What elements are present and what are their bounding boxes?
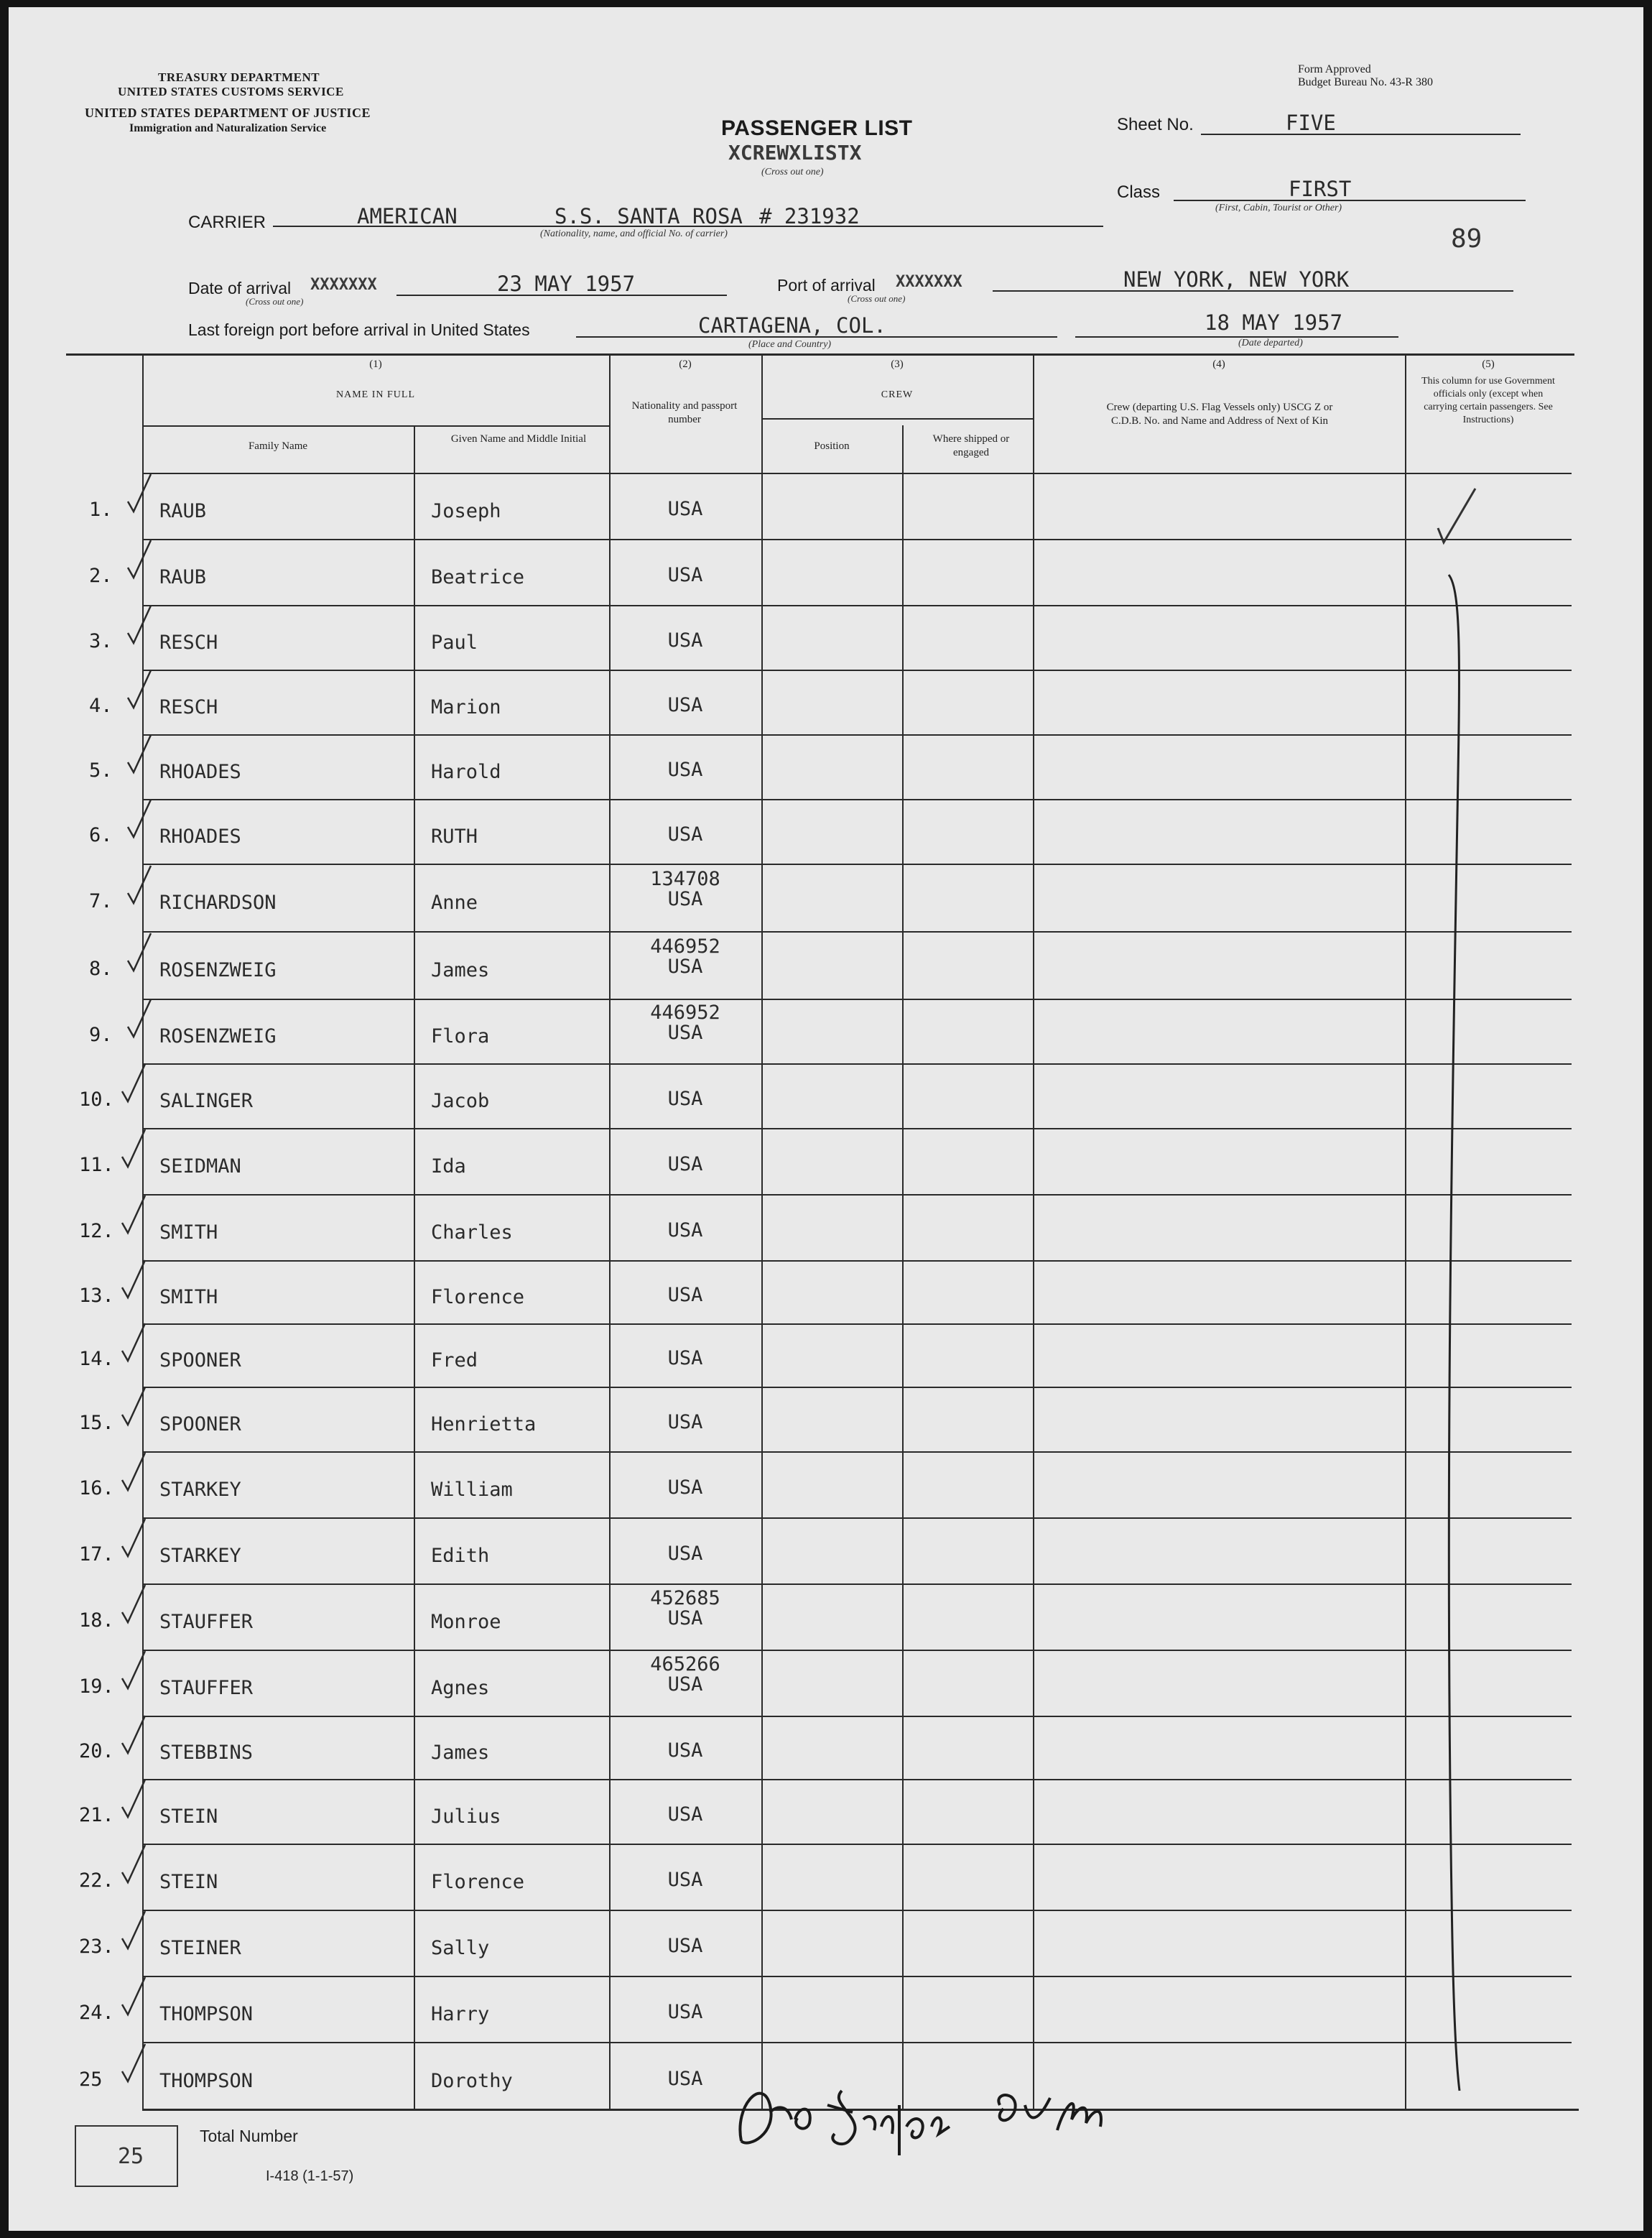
nationality: USA: [667, 1347, 703, 1369]
tally-check-icon: [122, 536, 165, 586]
tally-check-icon: [116, 2040, 159, 2090]
row-divider: [142, 1260, 1572, 1262]
budget-bureau-number: Budget Bureau No. 43-R 380: [1298, 76, 1433, 88]
family-name: STEIN: [159, 1805, 218, 1828]
given-name: Fred: [431, 1349, 478, 1372]
col-where-shipped: Where shipped or engaged: [932, 433, 1010, 458]
tally-check-icon: [116, 1581, 159, 1631]
row-number: 17.: [79, 1543, 114, 1566]
col2-number: (2): [679, 359, 692, 370]
given-name: Edith: [431, 1545, 490, 1567]
row-divider: [142, 1323, 1572, 1325]
row-divider: [142, 1716, 1572, 1717]
nationality: USA: [667, 694, 703, 716]
nationality: USA: [667, 1284, 703, 1306]
family-name: SMITH: [159, 1286, 218, 1308]
nationality: USA: [667, 1673, 703, 1696]
row-divider: [142, 1583, 1572, 1585]
nationality: USA: [667, 1022, 703, 1044]
date-crossed: XXXXXXX: [310, 276, 377, 294]
carrier-number: # 231932: [759, 204, 860, 228]
tally-check-icon: [122, 731, 165, 781]
nationality: USA: [667, 2001, 703, 2023]
nationality: USA: [667, 888, 703, 910]
row-number: 16.: [79, 1477, 114, 1499]
given-name: RUTH: [431, 826, 478, 848]
carrier-caption: (Nationality, name, and official No. of carrier): [540, 228, 728, 239]
given-name: Agnes: [431, 1677, 490, 1699]
form-number: I-418 (1-1-57): [266, 2168, 354, 2184]
row-number: 9.: [89, 1024, 113, 1046]
row-divider: [142, 864, 1572, 865]
cross-out-note: (Cross out one): [761, 167, 824, 177]
given-name: Flora: [431, 1025, 490, 1048]
row-divider: [142, 1910, 1572, 1911]
nationality: USA: [667, 1869, 703, 1891]
given-name: Florence: [431, 1871, 525, 1893]
tally-check-icon: [116, 1319, 159, 1369]
nationality: USA: [667, 1153, 703, 1175]
date-of-arrival-label: Date of arrival: [188, 279, 292, 297]
given-name: Dorothy: [431, 2069, 513, 2092]
col5-number: (5): [1482, 359, 1495, 370]
row-divider: [142, 1976, 1572, 1977]
column5-bracket-mark: [1409, 467, 1517, 2119]
row-number: 21.: [79, 1804, 114, 1826]
col4-title: Crew (departing U.S. Flag Vessels only) USCG Z or C.D.B. No. and Name and Address of Next of Kin: [1106, 402, 1333, 427]
date-departed: 18 MAY 1957: [1205, 310, 1343, 335]
tally-check-icon: [122, 861, 165, 912]
nationality: USA: [667, 1088, 703, 1110]
given-name: Beatrice: [431, 566, 525, 588]
passport-number: 452685: [650, 1587, 720, 1609]
row-number: 6.: [89, 824, 113, 846]
tally-check-icon: [116, 1907, 159, 1957]
total-number-label: Total Number: [200, 2127, 298, 2145]
tally-check-icon: [116, 1191, 159, 1241]
family-name: RAUB: [159, 566, 207, 588]
row-number: 2.: [89, 565, 113, 587]
date-departed-caption: (Date departed): [1238, 338, 1303, 348]
row-number: 7.: [89, 890, 113, 912]
total-value: 25: [118, 2144, 144, 2169]
department-of-justice: UNITED STATES DEPARTMENT OF JUSTICE: [85, 106, 371, 120]
family-name: RESCH: [159, 632, 218, 654]
row-number: 20.: [79, 1740, 114, 1762]
ins-service: Immigration and Naturalization Service: [129, 122, 327, 134]
given-name: Anne: [431, 892, 478, 914]
tally-check-icon: [116, 1383, 159, 1433]
sheet-label: Sheet No.: [1117, 115, 1194, 134]
given-name: Monroe: [431, 1611, 501, 1633]
tally-check-icon: [116, 1125, 159, 1175]
family-name: STEIN: [159, 1871, 218, 1893]
nationality: USA: [667, 1411, 703, 1433]
page-number: 89: [1451, 224, 1482, 254]
family-name: STEBBINS: [159, 1742, 254, 1764]
col-position: Position: [814, 440, 850, 452]
row-divider: [142, 2042, 1572, 2043]
family-name: RAUB: [159, 500, 207, 522]
family-name: RHOADES: [159, 761, 241, 783]
row-divider: [142, 1128, 1572, 1129]
family-name: STARKEY: [159, 1545, 241, 1567]
port-of-arrival: NEW YORK, NEW YORK: [1123, 267, 1350, 292]
row-number: 22.: [79, 1869, 114, 1892]
row-divider: [142, 539, 1572, 540]
port-of-arrival-label: Port of arrival: [777, 276, 876, 295]
family-name: STAUFFER: [159, 1677, 254, 1699]
passport-number: 134708: [650, 868, 720, 890]
col3-title: CREW: [881, 389, 914, 400]
class-value: FIRST: [1289, 177, 1352, 201]
given-name: Paul: [431, 632, 478, 654]
family-name: THOMPSON: [159, 2069, 254, 2092]
tally-check-icon: [116, 1515, 159, 1565]
col-family-name: Family Name: [248, 440, 308, 452]
tally-check-icon: [116, 1841, 159, 1891]
given-name: Harry: [431, 2003, 490, 2025]
nationality: USA: [667, 1476, 703, 1499]
row-number: 12.: [79, 1220, 114, 1242]
family-name: SPOONER: [159, 1349, 241, 1372]
given-name: Charles: [431, 1221, 513, 1244]
given-name: Julius: [431, 1805, 501, 1828]
given-name: Ida: [431, 1155, 466, 1178]
passport-number: 465266: [650, 1653, 720, 1675]
last-foreign-port-label: Last foreign port before arrival in United States: [188, 320, 530, 339]
row-divider: [142, 1779, 1572, 1780]
tally-check-icon: [122, 995, 165, 1045]
family-name: STEINER: [159, 1937, 241, 1959]
date-of-arrival: 23 MAY 1957: [497, 272, 636, 296]
given-name: James: [431, 1742, 490, 1764]
col2-title: Nationality and passport number: [631, 400, 738, 425]
row-number: 1.: [89, 499, 113, 521]
row-number: 24.: [79, 2002, 114, 2024]
row-number: 5.: [89, 759, 113, 782]
tally-check-icon: [116, 1973, 159, 2023]
nationality: USA: [667, 823, 703, 846]
given-name: Florence: [431, 1286, 525, 1308]
row-number: 8.: [89, 958, 113, 980]
crossed-out-crew-list: XCREWXLISTX: [728, 141, 862, 165]
nationality: USA: [667, 629, 703, 652]
given-name: Marion: [431, 696, 501, 718]
given-name: Jacob: [431, 1090, 490, 1112]
nationality: USA: [667, 1935, 703, 1957]
tally-check-icon: [122, 601, 165, 652]
tally-check-icon: [116, 1775, 159, 1826]
given-name: Harold: [431, 761, 501, 783]
given-name: Joseph: [431, 500, 501, 522]
carrier-nationality: AMERICAN: [357, 204, 458, 228]
row-divider: [142, 931, 1572, 933]
last-foreign-port: CARTAGENA, COL.: [698, 313, 886, 338]
nationality: USA: [667, 1739, 703, 1762]
row-divider: [142, 1517, 1572, 1519]
col1-title: NAME IN FULL: [336, 389, 415, 400]
family-name: SMITH: [159, 1221, 218, 1244]
row-number: 15.: [79, 1412, 114, 1434]
row-number: 13.: [79, 1285, 114, 1307]
carrier-label: CARRIER: [188, 213, 266, 232]
row-number: 25: [79, 2068, 103, 2091]
tally-check-icon: [116, 1256, 159, 1306]
nationality: USA: [667, 1607, 703, 1629]
nationality: USA: [667, 956, 703, 978]
row-divider: [142, 1650, 1572, 1651]
family-name: RICHARDSON: [159, 892, 277, 914]
row-divider: [142, 1844, 1572, 1845]
row-number: 10.: [79, 1088, 114, 1111]
family-name: THOMPSON: [159, 2003, 254, 2025]
family-name: ROSENZWEIG: [159, 959, 277, 981]
tally-check-icon: [116, 1647, 159, 1697]
passenger-list-page: [9, 7, 1643, 2231]
given-name: James: [431, 959, 490, 981]
port-crossed: XXXXXXX: [896, 273, 962, 291]
col-given-name: Given Name and Middle Initial: [450, 433, 587, 445]
row-number: 23.: [79, 1936, 114, 1958]
row-divider: [142, 670, 1572, 671]
nationality: USA: [667, 498, 703, 520]
family-name: RESCH: [159, 696, 218, 718]
row-number: 4.: [89, 695, 113, 717]
family-name: STAUFFER: [159, 1611, 254, 1633]
last-port-caption: (Place and Country): [748, 339, 832, 350]
tally-check-icon: [122, 666, 165, 716]
nationality: USA: [667, 1543, 703, 1565]
class-caption: (First, Cabin, Tourist or Other): [1215, 203, 1342, 213]
passenger-list-title: PASSENGER LIST: [721, 116, 913, 140]
col3-number: (3): [891, 359, 904, 370]
form-approved: Form Approved: [1298, 63, 1371, 75]
tally-check-icon: [116, 1060, 159, 1110]
row-divider: [142, 1451, 1572, 1453]
row-number: 18.: [79, 1609, 114, 1632]
inspector-signature: [720, 2062, 1122, 2163]
row-divider: [142, 1194, 1572, 1196]
family-name: ROSENZWEIG: [159, 1025, 277, 1048]
row-divider: [142, 734, 1572, 736]
class-label: Class: [1117, 182, 1161, 202]
passport-number: 446952: [650, 935, 720, 958]
col5-title: This column for use Government officials only (except when carrying certain passengers. See Instructions): [1421, 376, 1555, 425]
family-name: STARKEY: [159, 1479, 241, 1501]
nationality: USA: [667, 2067, 703, 2090]
row-number: 14.: [79, 1348, 114, 1370]
tally-check-icon: [122, 795, 165, 846]
carrier-name: S.S. SANTA ROSA: [554, 204, 743, 228]
family-name: SEIDMAN: [159, 1155, 241, 1178]
total-box: [75, 2125, 178, 2187]
port-note: (Cross out one): [848, 293, 906, 304]
given-name: William: [431, 1479, 513, 1501]
family-name: SALINGER: [159, 1090, 254, 1112]
date-note: (Cross out one): [246, 296, 304, 307]
sheet-value: FIVE: [1286, 111, 1336, 135]
treasury-department: TREASURY DEPARTMENT: [158, 70, 320, 84]
passport-number: 446952: [650, 1002, 720, 1024]
col1-number: (1): [369, 359, 382, 370]
given-name: Sally: [431, 1937, 490, 1959]
col4-number: (4): [1212, 359, 1225, 370]
tally-check-icon: [116, 1448, 159, 1499]
row-divider: [142, 1387, 1572, 1388]
row-divider: [142, 999, 1572, 1000]
row-number: 3.: [89, 630, 113, 652]
row-divider: [142, 1063, 1572, 1065]
tally-check-icon: [122, 470, 165, 520]
customs-service: UNITED STATES CUSTOMS SERVICE: [118, 85, 344, 98]
tally-check-icon: [122, 929, 165, 979]
tally-check-icon: [116, 1711, 159, 1762]
row-divider: [142, 799, 1572, 800]
given-name: Henrietta: [431, 1413, 537, 1435]
row-divider: [142, 605, 1572, 606]
nationality: USA: [667, 1219, 703, 1241]
nationality: USA: [667, 1803, 703, 1826]
row-number: 11.: [79, 1154, 114, 1176]
row-number: 19.: [79, 1675, 114, 1698]
family-name: SPOONER: [159, 1413, 241, 1435]
family-name: RHOADES: [159, 826, 241, 848]
nationality: USA: [667, 564, 703, 586]
nationality: USA: [667, 759, 703, 781]
